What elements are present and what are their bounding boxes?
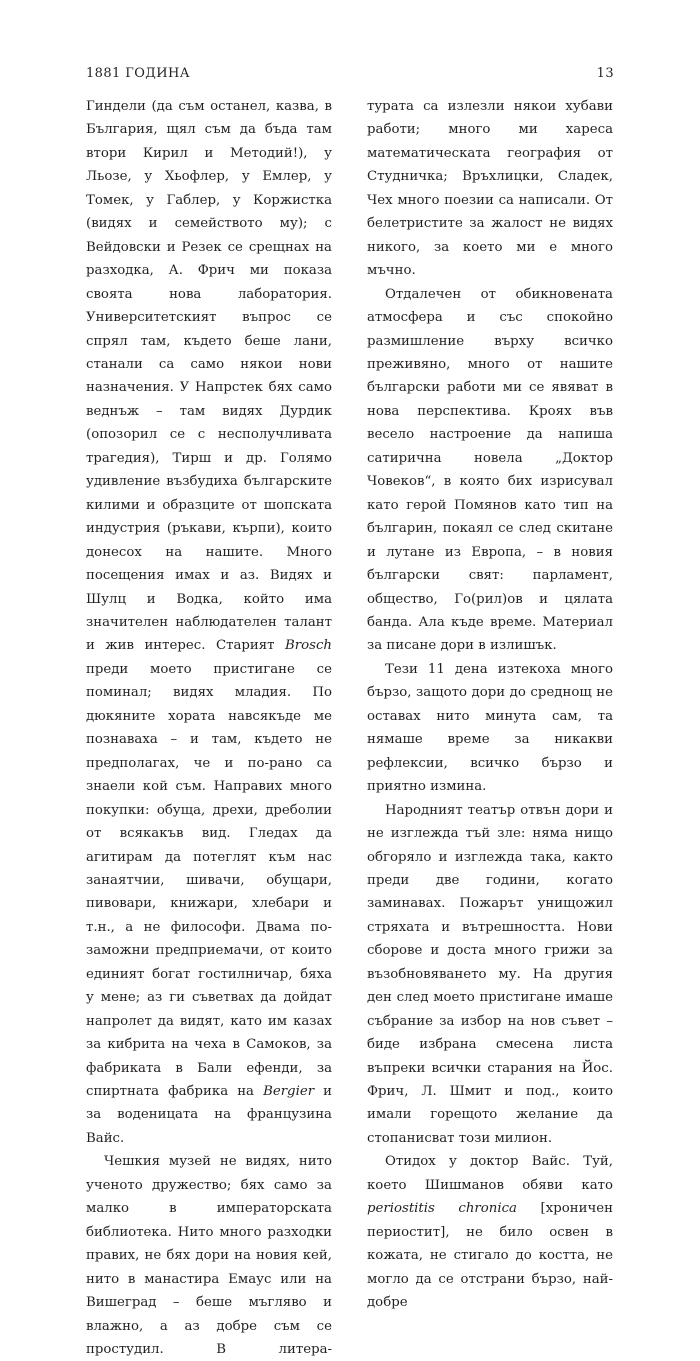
running-header xyxy=(86,66,614,81)
running-title: 1881 ГОДИНА xyxy=(86,66,190,81)
foreign-term: periostitis chronica xyxy=(367,1201,517,1217)
text-run: Гиндели (да съм останел, казва, в България, щял съм да бъда там втори Кирил и Методий!), у Льозе, у Хьофлер, у Емлер, у Томек, у Габлер, у Коржистка (видях и семейството му); с Вейдовски и Резек се срещнах на разходка, А. Фрич ми показа своята нова лаборатория. Университетският въпрос се спрял там, където беше лани, станали са само някои нови назначения. У Напрстек бях само веднъж – там видях Дурдик (опозорил се с несполучливата трагедия), Тирш и др. Голямо удивление възбудиха българските килими и образците от шопската индустрия (ръкави, кърпи), които донесох на нашите. Много посещения имах и аз. Видях и Шулц и Водка, който има значителен наблюдателен талант и жив интерес. Старият xyxy=(86,99,332,654)
foreign-term: Bergier xyxy=(263,1084,315,1100)
paragraph xyxy=(367,1150,613,1314)
text-run: преди моето пристигане се поминал; видях младия. По дюкяните хората навсякъде ме познаваха – и там, където не предполагах, че и по-рано са знаели кой съм. Направих много покупки: обуща, дрехи, дреболии от всякакъв вид. Гледах да агитирам да потеглят към нас занаятчии, шивачи, обущари, пивовари, книжари, хлебари и т.н., а не философи. Двама по-заможни предприемачи, от които единият богат гостилничар, бяха у мене; аз ги съветвах да дойдат напролет да видят, като им казах за кибрита на чеха в Самоков, за фабриката в Бали ефенди, за спиртната фабрика на xyxy=(86,661,332,1100)
left-column xyxy=(86,95,332,1361)
page-number: 13 xyxy=(596,66,614,81)
foreign-term: Brosch xyxy=(285,638,332,654)
text-run: и за воденицата на французина Вайс. xyxy=(86,1084,332,1146)
text-run: [хроничен периостит], не било освен в кожата, не стигало до костта, не могло да се отстрани бързо, най-добре xyxy=(367,1201,613,1311)
text-run: Отидох у доктор Вайс. Туй, което Шишманов обяви като xyxy=(367,1154,613,1193)
paragraph: турата са излезли някои хубави работи; много ми хареса математическата география от Студничка; Връхлицки, Сладек, Чех много поезии са написали. От белетристите за жалост не видях никого, за което ми е много мъчно. xyxy=(367,99,613,279)
right-column xyxy=(367,95,613,1315)
paragraph xyxy=(86,95,332,1150)
paragraph: Народният театър отвън дори и не изглежда тъй зле: няма нищо обгоряло и изглежда така, както преди две години, когато заминавах. Пожарът унищожил стряхата и вътрешността. Нови сборове и доста много грижи за възобновяването му. На другия ден след моето пристигане имаше събрание за избор на нов съвет – биде избрана смесена листа въпреки всички старания на Йос. Фрич, Л. Шмит и под., които имали горещото желание да стопанисват този милион. xyxy=(367,802,613,1146)
paragraph: Тези 11 дена изтекоха много бързо, защото дори до среднощ не оставах нито минута сам, та нямаше време за никакви рефлексии, всичко бързо и приятно измина. xyxy=(367,661,613,795)
paragraph: Отдалечен от обикновената атмосфера и със спокойно размишление върху всичко преживяно, много от нашите български работи ми се явяват в нова перспектива. Кроях във весело настроение да напиша сатирична новела „Доктор Човеков“, в която бих изрисувал като герой Помянов като тип на българин, покаял се след скитане и лутане из Европа, – в новия български свят: парламент, общество, Го(рил)ов и цялата банда. Ала къде време. Материал за писане дори в излишък. xyxy=(367,286,613,654)
paragraph: Чешкия музей не видях, нито ученото дружество; бях само за малко в императорската библиотека. Нито много разходки правих, не бях дори на новия кей, нито в манастира Емаус или на Вишеград – беше мъгляво и влажно, а аз добре съм се простудил. В литера- xyxy=(86,1154,332,1358)
